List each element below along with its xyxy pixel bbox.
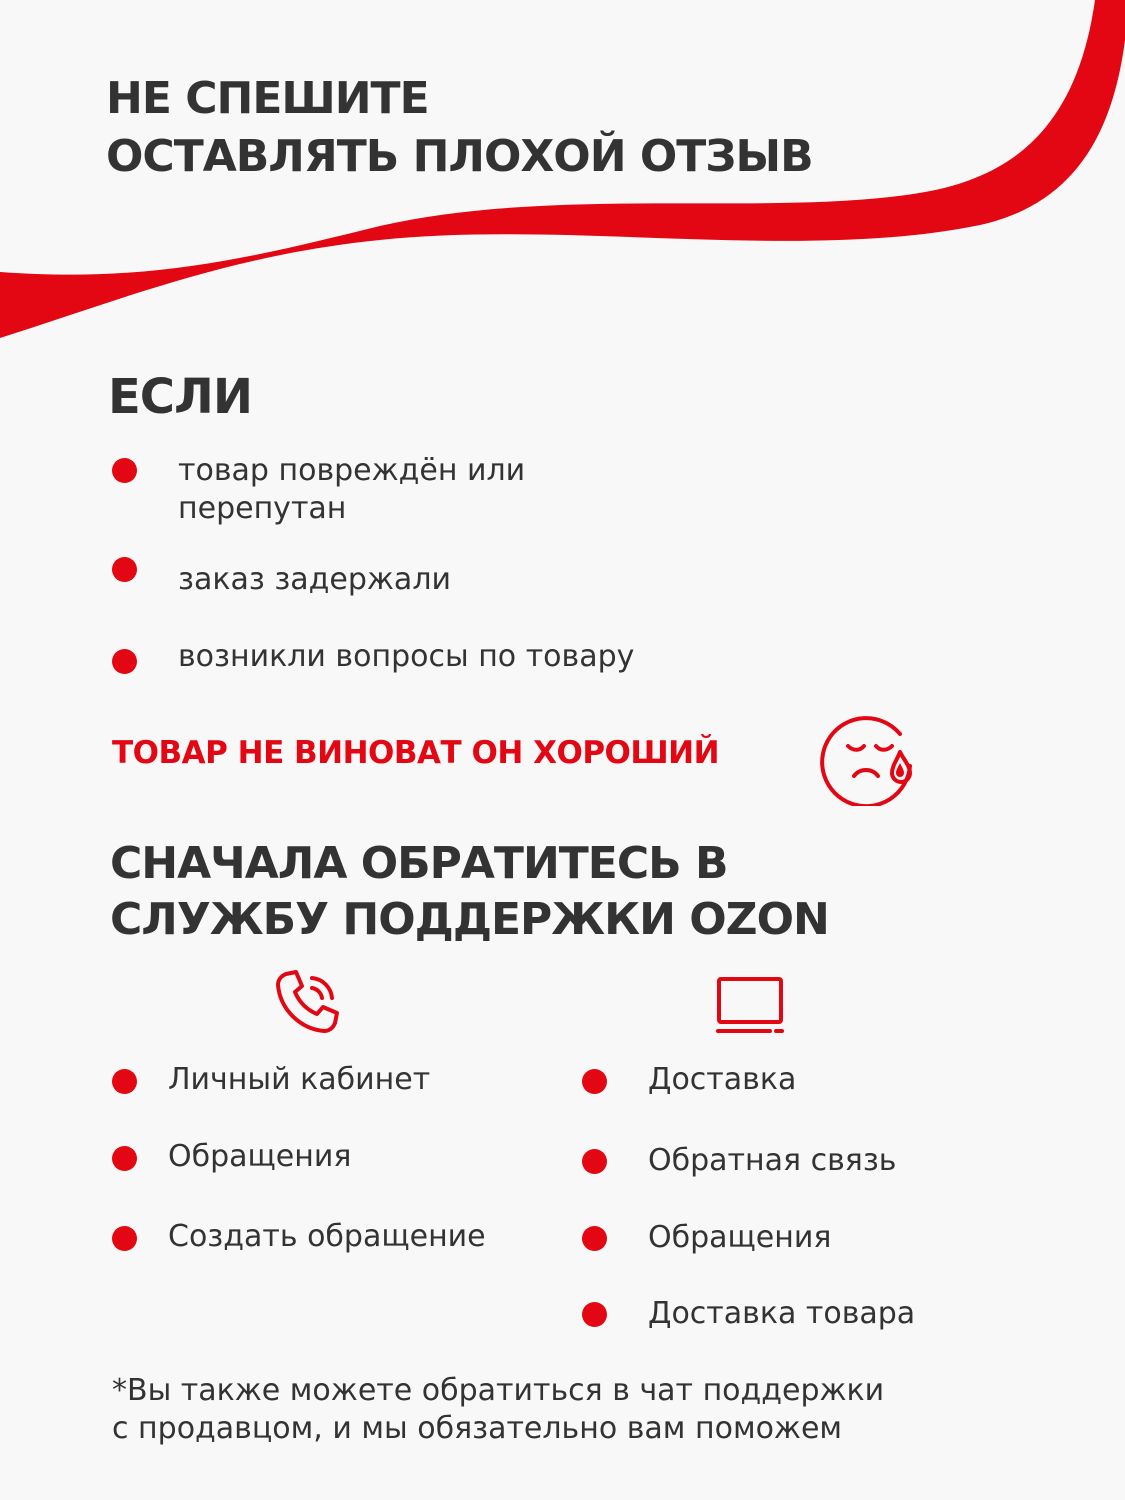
- right-item-feedback: Обратная связь: [648, 1143, 897, 1178]
- right-item-product-delivery: Доставка товара: [648, 1296, 916, 1331]
- bullet-dot: [582, 1069, 607, 1094]
- bullet-dot: [112, 557, 137, 582]
- laptop-icon: [714, 972, 786, 1036]
- bullet-dot: [582, 1226, 607, 1251]
- support-title: [110, 836, 829, 948]
- bullet-dot: [112, 649, 137, 674]
- support-title-line2: СЛУЖБУ ПОДДЕРЖКИ OZON: [110, 894, 829, 945]
- bullet-dot: [112, 458, 137, 483]
- if-item-questions: возникли вопросы по товару: [178, 639, 635, 674]
- sad-face-icon: [820, 706, 920, 806]
- if-item-damaged: [178, 452, 525, 528]
- page-title-line1: НЕ СПЕШИТЕ: [106, 73, 429, 124]
- right-item-delivery: Доставка: [648, 1062, 797, 1097]
- if-item-delayed: заказ задержали: [178, 562, 451, 597]
- footnote-line2: с продавцом, и мы обязательно вам поможем: [112, 1411, 843, 1446]
- bullet-dot: [582, 1302, 607, 1327]
- phone-icon: [272, 966, 344, 1038]
- left-item-create-request: Создать обращение: [168, 1219, 486, 1254]
- bullet-dot: [112, 1069, 137, 1094]
- banner-text: ТОВАР НЕ ВИНОВАТ ОН ХОРОШИЙ: [112, 735, 720, 771]
- left-item-account: Личный кабинет: [168, 1062, 431, 1097]
- bullet-dot: [112, 1146, 137, 1171]
- footnote: [112, 1372, 884, 1448]
- bullet-dot: [582, 1149, 607, 1174]
- left-item-requests: Обращения: [168, 1139, 352, 1174]
- page-title-line2: ОСТАВЛЯТЬ ПЛОХОЙ ОТЗЫВ: [106, 131, 813, 182]
- right-item-requests: Обращения: [648, 1220, 832, 1255]
- if-item-damaged-line1: товар повреждён или: [178, 453, 526, 488]
- support-title-line1: СНАЧАЛА ОБРАТИТЕСЬ В: [110, 838, 728, 889]
- footnote-line1: *Вы также можете обратиться в чат поддержки: [112, 1373, 885, 1408]
- if-heading: ЕСЛИ: [108, 369, 253, 425]
- if-item-damaged-line2: перепутан: [178, 491, 347, 526]
- page-title: [106, 70, 813, 186]
- bullet-dot: [112, 1226, 137, 1251]
